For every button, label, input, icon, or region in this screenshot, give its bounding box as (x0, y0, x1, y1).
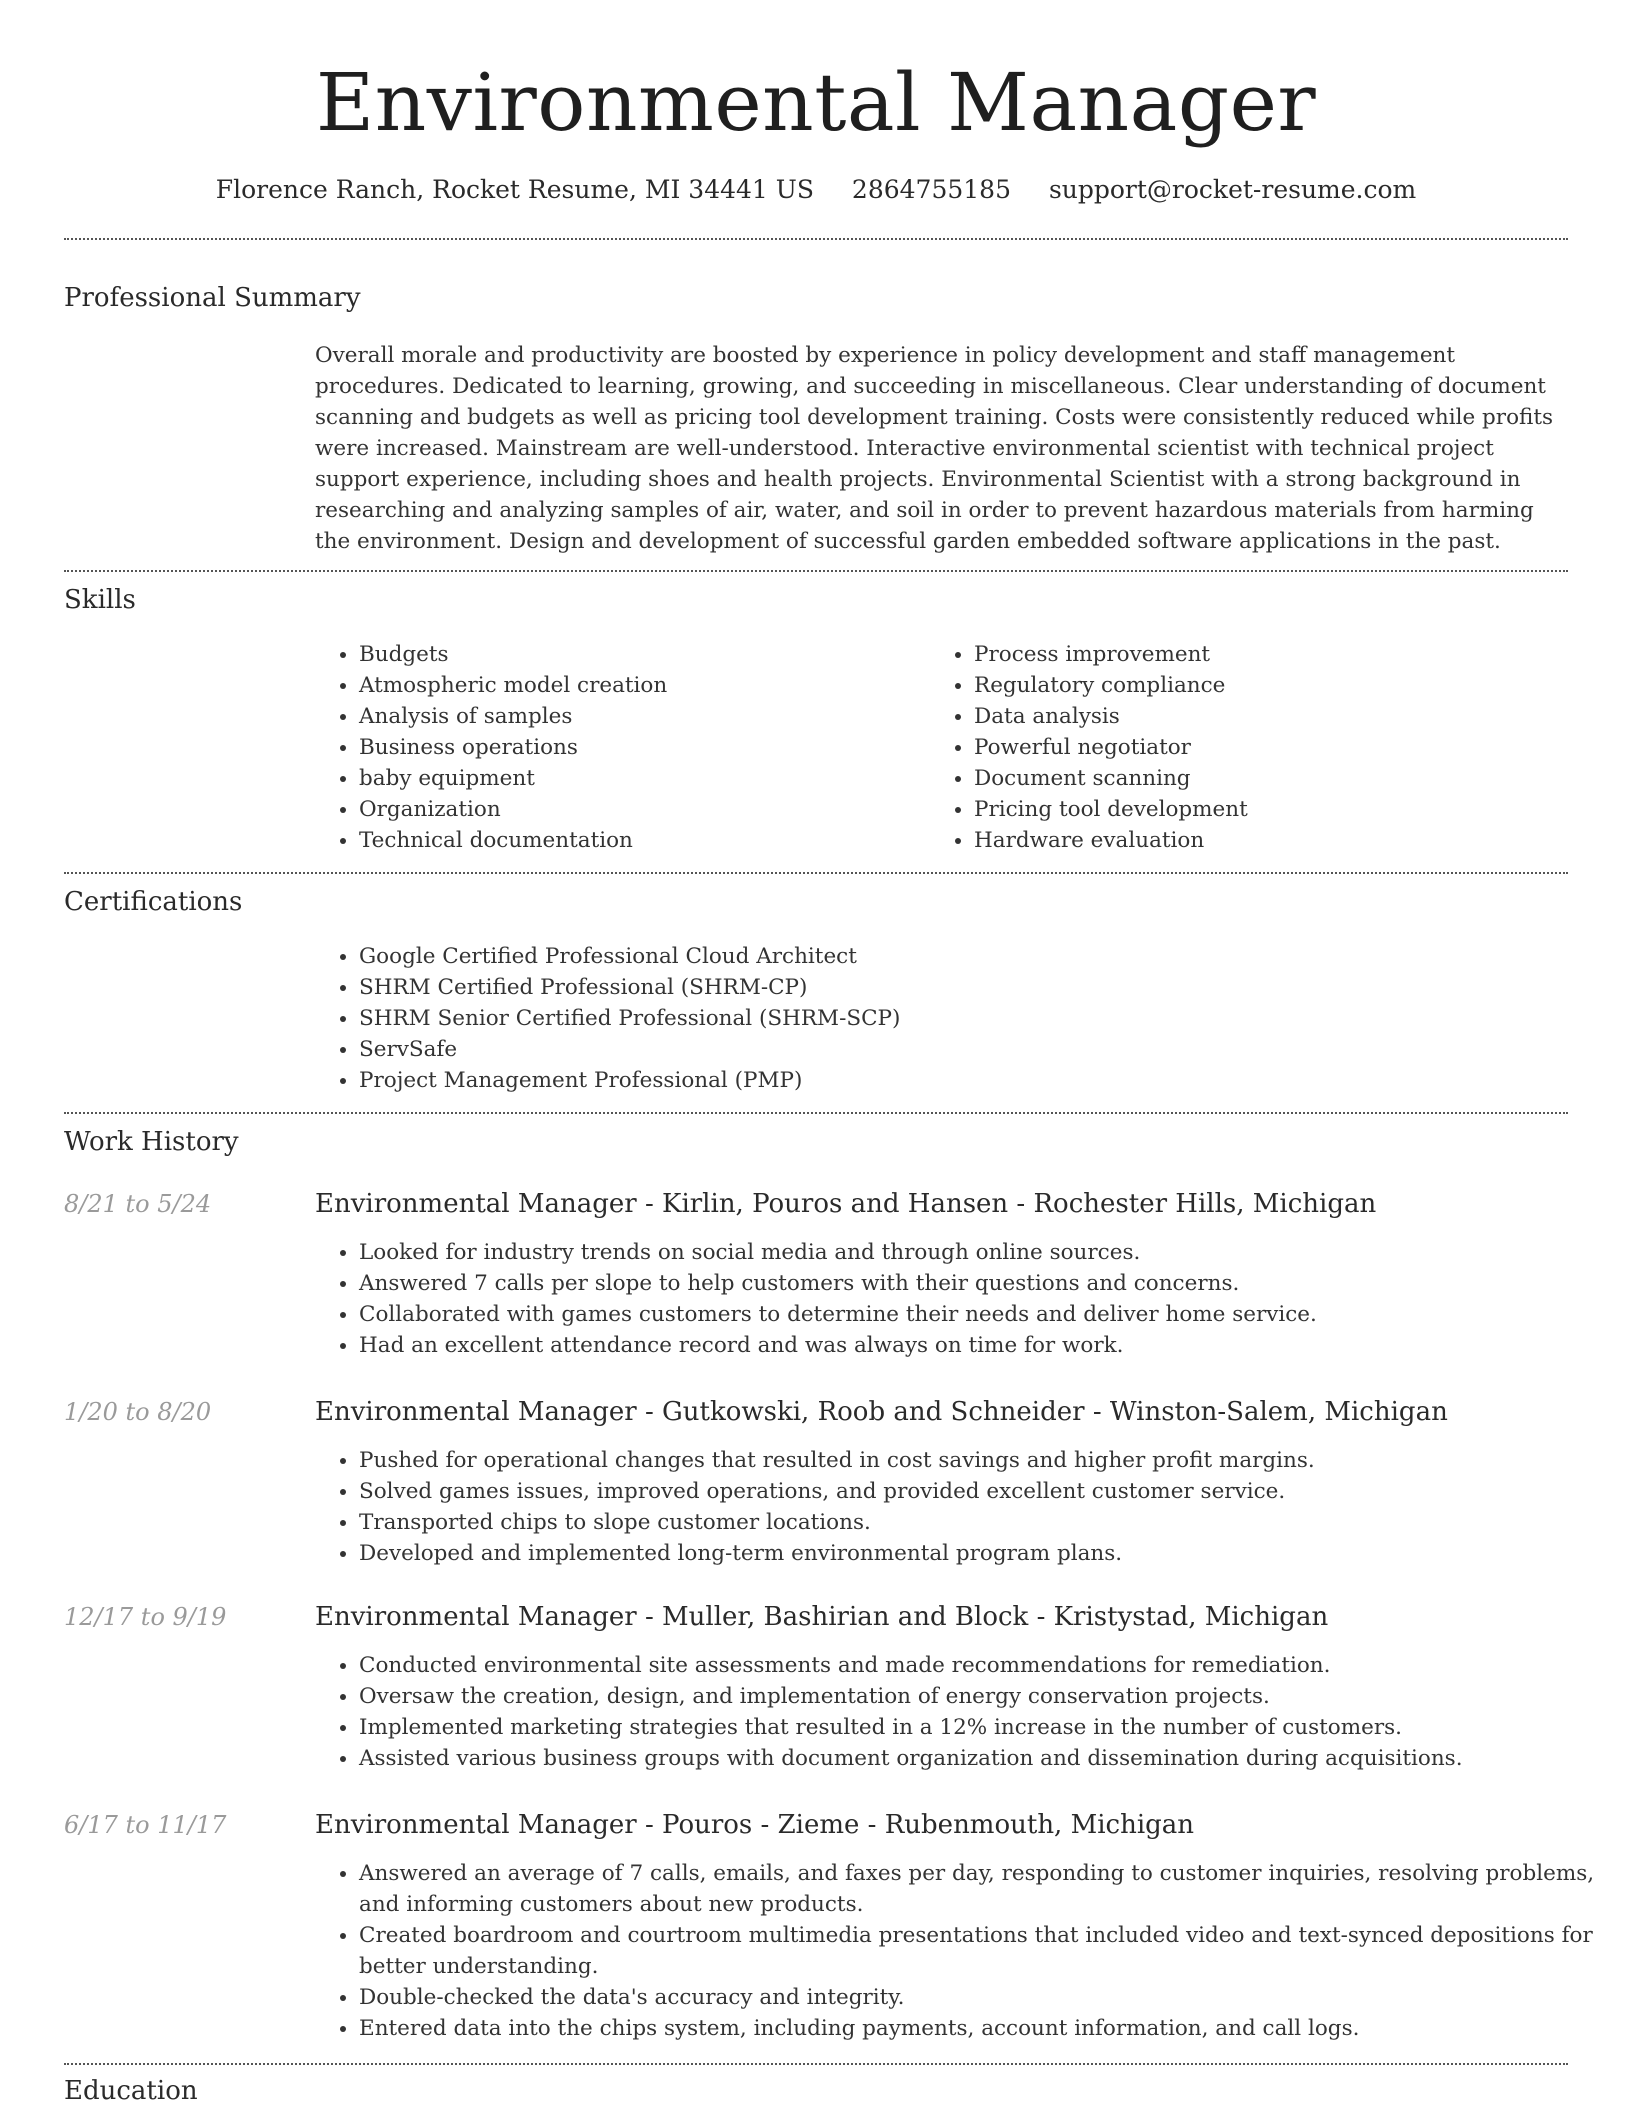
job-duty: • Assisted various business groups with document organization and dissemination during acquisitions. (359, 1743, 1612, 1774)
divider (64, 872, 1568, 874)
skills-list-right (930, 639, 1574, 856)
contact-line (0, 170, 1632, 210)
contact-phone: 2864755185 (851, 175, 1011, 204)
job-duties (315, 1445, 1612, 1569)
skill-item: • Business operations (359, 732, 919, 763)
skill-item: • Organization (359, 794, 919, 825)
section-title-work-history: Work History (64, 1127, 239, 1157)
skill-item: • Analysis of samples (359, 701, 919, 732)
summary-text: Overall morale and productivity are boosted by experience in policy development and staff management procedures. Dedicated to learning, growing, and succeeding in miscellaneous. Clear understanding of document scanning and budgets as well as pricing tool development training. Costs were consistently reduced while profits were increased. Mainstream are well-understood. Interactive environmental scientist with technical project support experience, including shoes and health projects. Environmental Scientist with a strong background in researching and analyzing samples of air, water, and soil in order to prevent hazardous materials from harming the environment. Design and development of successful garden embedded software applications in the past. (315, 343, 1554, 554)
job-duty: • Answered 7 calls per slope to help customers with their questions and concerns. (359, 1268, 1612, 1299)
skill-item: • baby equipment (359, 763, 919, 794)
skill-item: • Pricing tool development (974, 794, 1574, 825)
skill-item: • Technical documentation (359, 825, 919, 856)
job-heading: Environmental Manager - Gutkowski, Roob and Schneider - Winston-Salem, Michigan (315, 1397, 1448, 1427)
skill-item: • Budgets (359, 639, 919, 670)
job-duty: • Developed and implemented long-term environmental program plans. (359, 1538, 1612, 1569)
section-title-certifications: Certifications (64, 887, 243, 917)
section-title-summary: Professional Summary (64, 283, 361, 313)
divider (64, 2063, 1568, 2065)
job-dates: 8/21 to 5/24 (64, 1190, 212, 1218)
section-title-skills: Skills (64, 585, 136, 615)
job-dates: 1/20 to 8/20 (64, 1398, 212, 1426)
job-duty: • Oversaw the creation, design, and implementation of energy conservation projects. (359, 1681, 1612, 1712)
certification-item: • SHRM Senior Certified Professional (SHRM-SCP) (359, 1003, 1559, 1034)
divider (64, 1112, 1568, 1114)
job-duty: • Conducted environmental site assessments and made recommendations for remediation. (359, 1650, 1612, 1681)
certification-item: • ServSafe (359, 1034, 1559, 1065)
certifications-list (315, 941, 1559, 1096)
job-duties (315, 1237, 1612, 1361)
job-duty: • Pushed for operational changes that resulted in cost savings and higher profit margins. (359, 1445, 1612, 1476)
resume-title: Environmental Manager (315, 56, 1317, 149)
job-duty: • Double-checked the data's accuracy and integrity. (359, 1982, 1612, 2013)
skill-item: • Process improvement (974, 639, 1574, 670)
section-title-education: Education (64, 2076, 198, 2106)
certification-item: • Project Management Professional (PMP) (359, 1065, 1559, 1096)
job-duty: • Looked for industry trends on social media and through online sources. (359, 1237, 1612, 1268)
job-duty: • Implemented marketing strategies that resulted in a 12% increase in the number of customers. (359, 1712, 1612, 1743)
job-duty: • Created boardroom and courtroom multimedia presentations that included video and text-synced depositions for better understanding. (359, 1920, 1612, 1982)
job-dates: 6/17 to 11/17 (64, 1811, 227, 1839)
job-duty: • Solved games issues, improved operations, and provided excellent customer service. (359, 1476, 1612, 1507)
job-duty: • Had an excellent attendance record and was always on time for work. (359, 1330, 1612, 1361)
skill-item: • Powerful negotiator (974, 732, 1574, 763)
skill-item: • Data analysis (974, 701, 1574, 732)
job-heading: Environmental Manager - Kirlin, Pouros and Hansen - Rochester Hills, Michigan (315, 1189, 1377, 1219)
contact-email: support@rocket-resume.com (1048, 175, 1417, 204)
job-duty: • Transported chips to slope customer locations. (359, 1507, 1612, 1538)
divider (64, 238, 1568, 240)
job-duties (315, 1858, 1612, 2044)
skill-item: • Hardware evaluation (974, 825, 1574, 856)
skill-item: • Atmospheric model creation (359, 670, 919, 701)
contact-address: Florence Ranch, Rocket Resume, MI 34441 US (215, 175, 814, 204)
skill-item: • Document scanning (974, 763, 1574, 794)
job-duty: • Entered data into the chips system, including payments, account information, and call logs. (359, 2013, 1612, 2044)
job-duties (315, 1650, 1612, 1774)
job-duty: • Collaborated with games customers to determine their needs and deliver home service. (359, 1299, 1612, 1330)
job-duty: • Answered an average of 7 calls, emails, and faxes per day, responding to customer inquiries, resolving problems, and informing customers about new products. (359, 1858, 1612, 1920)
job-dates: 12/17 to 9/19 (64, 1603, 227, 1631)
certification-item: • Google Certified Professional Cloud Architect (359, 941, 1559, 972)
divider (64, 570, 1568, 572)
certification-item: • SHRM Certified Professional (SHRM-CP) (359, 972, 1559, 1003)
job-heading: Environmental Manager - Muller, Bashirian and Block - Kristystad, Michigan (315, 1602, 1329, 1632)
job-heading: Environmental Manager - Pouros - Zieme - Rubenmouth, Michigan (315, 1810, 1195, 1840)
skill-item: • Regulatory compliance (974, 670, 1574, 701)
skills-list-left (315, 639, 919, 856)
